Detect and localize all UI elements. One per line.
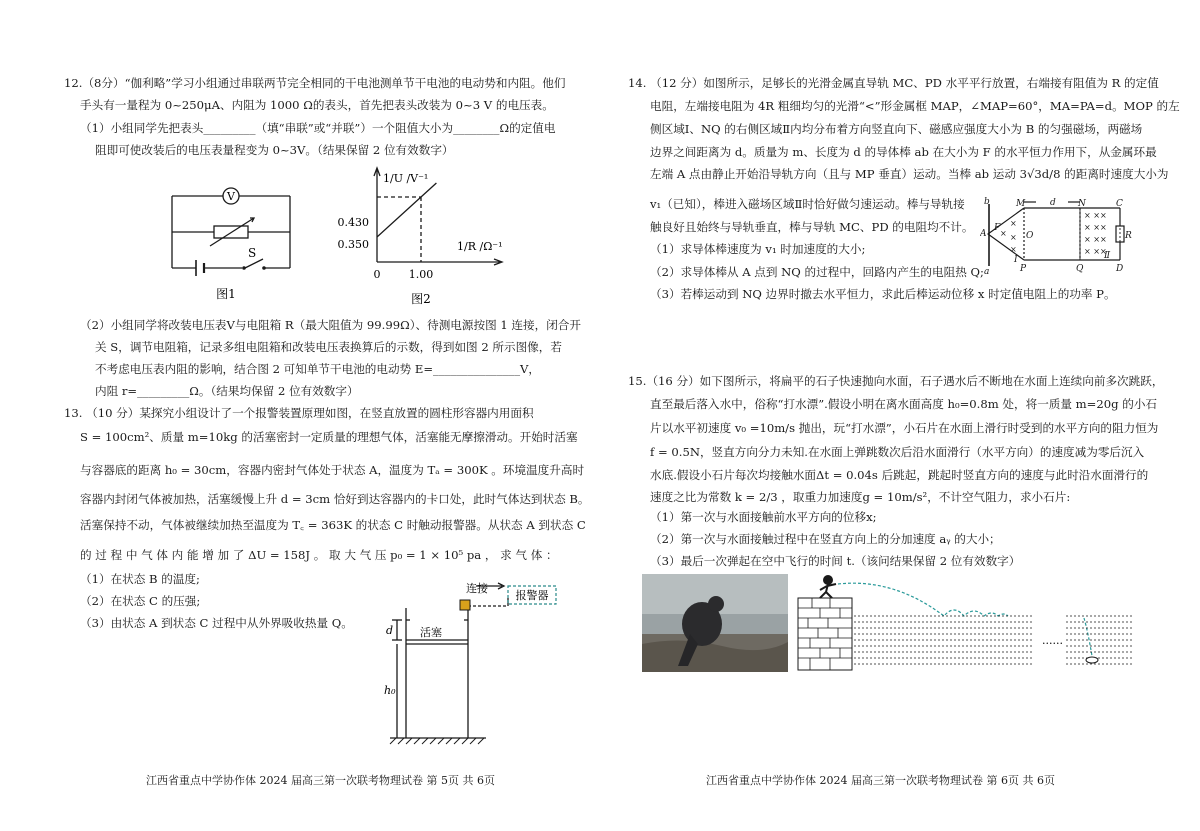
svg-text:×: ×	[1100, 211, 1107, 220]
label-b: b	[984, 197, 990, 207]
q14-line-1: 14. （12 分）如图所示，足够长的光滑金属直导轨 MC、PD 水平平行放置，右端接有阻值为 R 的定值	[628, 76, 1159, 90]
q14-line-7: 触良好且始终与导轨垂直，棒与导轨 MC、PD 的电阻均不计。	[650, 220, 974, 234]
q13-line-4: 容器内封闭气体被加热，活塞缓慢上升 d = 3cm 恰好到达容器内的卡口处，此时气体达到状态 B。	[80, 492, 590, 506]
y-axis-label: 1/U /V⁻¹	[383, 172, 429, 185]
q12-part2-line-3: 不考虑电压表内阻的影响，结合图 2 可知单节干电池的电动势 E=_______________V，	[95, 362, 540, 376]
svg-text:×: ×	[1100, 235, 1107, 244]
q13-line-2: S = 100cm²、质量 m=10kg 的活塞密封一定质量的理想气体，活塞能无摩擦滑动。开始时活塞	[80, 430, 578, 444]
svg-text:× ×: × ×	[1084, 223, 1100, 232]
right-footer: 江西省重点中学协作体 2024 届高三第一次联考物理试卷 第 6页 共 6页	[706, 774, 1055, 787]
q13-part-3: （3）由状态 A 到状态 C 过程中从外界吸收热量 Q。	[80, 616, 353, 630]
q12-part2-line-4: 内阻 r=_________Ω。（结果均保留 2 位有效数字）	[95, 384, 359, 398]
stickman-icon	[820, 576, 836, 598]
label-region-II: Ⅱ	[1104, 251, 1111, 261]
label-M: M	[1016, 199, 1026, 209]
q15-line-2: 直至最后落入水中，俗称“打水漂”.假设小明在离水面高度 h₀=0.8m 处，将一质量 m=20g 的小石	[650, 397, 1158, 411]
svg-text:×: ×	[1100, 223, 1107, 232]
d-label: d	[386, 624, 394, 637]
stone-icon	[1086, 657, 1098, 663]
connect-label: 连接	[466, 582, 488, 595]
q15-line-4: f = 0.5N，竖直方向分力未知.在水面上弹跳数次后沿水面滑行（水平方向）的速度减为零后沉入	[650, 445, 1145, 459]
q13-part-2: （2）在状态 C 的压强;	[80, 594, 201, 608]
q14-line-4: 边界之间距离为 d。质量为 m、长度为 d 的导体棒 ab 在大小为 F 的水平恒力作用下，从金属环最	[650, 145, 1157, 159]
switch-label: S	[248, 246, 257, 260]
q12-line-3: （1）小组同学先把表头_________（填“串联”或“并联”）一个阻值大小为________Ω的定值电	[80, 121, 556, 135]
label-R: R	[1125, 231, 1132, 241]
label-P: P	[1020, 264, 1027, 274]
stone-skipping-photo	[642, 574, 788, 672]
x-tick-100: 1.00	[408, 268, 434, 281]
graph-figure-2	[335, 160, 510, 312]
q14-line-6: v₁（已知），棒进入磁场区域Ⅱ时恰好做匀速运动。棒与导轨接	[650, 197, 965, 211]
svg-text:×: ×	[1010, 233, 1017, 242]
q15-line-3: 片以水平初速度 v₀ =10m/s 抛出，玩“打水漂”，小石片在水面上滑行时受到的水平方向的阻力恒为	[650, 421, 1159, 435]
q14-part-3: （3）若棒运动到 NQ 边界时撤去水平恒力，求此后棒运动位移 x 时定值电阻上的功率 P。	[650, 287, 1116, 301]
q13-line-1: 13. （10 分）某探究小组设计了一个报警装置原理如图，在竖直放置的圆柱形容器内用面积	[64, 406, 534, 420]
label-N: N	[1078, 199, 1086, 209]
alarm-switch-icon	[460, 600, 470, 610]
container-figure	[378, 578, 568, 746]
svg-text:×: ×	[1010, 245, 1017, 254]
rail-figure	[980, 196, 1132, 274]
y-tick-0430: 0.430	[337, 216, 369, 229]
skipping-diagram	[794, 572, 1144, 672]
q12-line-1: 12.（8分）“伽利略”学习小组通过串联两节完全相同的干电池测单节干电池的电动势和内阻。他们	[64, 76, 566, 90]
x-axis-label: 1/R /Ω⁻¹	[457, 240, 503, 253]
voltmeter-label: V	[227, 190, 235, 203]
label-F: F	[994, 223, 1001, 233]
q14-part-1: （1）求导体棒速度为 v₁ 时加速度的大小;	[650, 242, 866, 256]
fit-line	[377, 183, 436, 237]
h0-label: h₀	[384, 684, 396, 697]
figure-1-caption: 图1	[216, 287, 236, 301]
q14-part-2: （2）求导体棒从 A 点到 NQ 的过程中，回路内产生的电阻热 Q;	[650, 265, 984, 279]
q12-part2-line-2: 关 S，调节电阻箱，记录多组电阻箱和改装电压表换算后的示数，得到如图 2 所示图像，若	[95, 340, 562, 354]
label-C: C	[1116, 199, 1123, 209]
q13-part-1: （1）在状态 B 的温度;	[80, 572, 200, 586]
svg-text:× ×: × ×	[1084, 235, 1100, 244]
left-footer: 江西省重点中学协作体 2024 届高三第一次联考物理试卷 第 5页 共 6页	[146, 774, 495, 787]
q15-part-2: （2）第一次与水面接触过程中在竖直方向上的分加速度 aᵧ 的大小；	[650, 532, 1001, 546]
label-a: a	[984, 267, 990, 274]
label-O: O	[1026, 231, 1034, 241]
piston-label: 活塞	[420, 626, 442, 639]
q15-line-5: 水底.假设小石片每次均接触水面Δt = 0.04s 后跳起，跳起时竖直方向的速度与此时沿水面滑行的	[650, 468, 1149, 482]
q12-part2-line-1: （2）小组同学将改装电压表V与电阻箱 R（最大阻值为 99.99Ω）、待测电源按图 1 连接，闭合开	[80, 318, 581, 332]
q15-part-3: （3）最后一次弹起在空中飞行的时间 t.（该问结果保留 2 位有效数字）	[650, 554, 1021, 568]
q13-line-5: 活塞保持不动，气体被继续加热至温度为 T꜀ = 363K 的状态 C 时触动报警器。从状态 A 到状态 C	[80, 518, 586, 532]
svg-text:×: ×	[1000, 229, 1007, 238]
label-Q: Q	[1076, 264, 1084, 274]
q14-line-2: 电阻，左端接电阻为 4R 粗细均匀的光滑“<”形金属框 MAP，∠MAP=60°，MA=PA=d。MOP 的左	[650, 99, 1180, 113]
x-tick-origin: 0	[373, 268, 381, 281]
y-tick-0350: 0.350	[337, 238, 369, 251]
svg-text:× ×: × ×	[1084, 211, 1100, 220]
q13-line-6: 的 过 程 中 气 体 内 能 增 加 了 ΔU = 158J 。 取 大 气 压 p₀ = 1 × 10⁵ pa ， 求 气 体 ：	[80, 548, 558, 562]
trajectory-path	[838, 583, 1008, 616]
q14-line-3: 侧区域Ⅰ、NQ 的右侧区域Ⅱ内均分布着方向竖直向下、磁感应强度大小为 B 的匀强磁场，两磁场	[650, 122, 1143, 136]
svg-text:×: ×	[1100, 247, 1107, 256]
q15-line-1: 15.（16 分）如下图所示，将扁平的石子快速抛向水面，石子遇水后不断地在水面上连续向前多次跳跃，	[628, 374, 1164, 388]
q14-line-5: 左端 A 点由静止开始沿导轨方向（且与 MP 垂直）运动。当棒 ab 运动 3√3d/8 的距离时速度大小为	[650, 167, 1169, 181]
q15-line-6: 速度之比为常数 k = 2/3 ，取重力加速度g = 10m/s²，不计空气阻力，求小石片:	[650, 490, 1071, 504]
q12-line-2: 手头有一量程为 0~250μA、内阻为 1000 Ω的表头，首先把表头改装为 0~3 V 的电压表。	[80, 98, 554, 112]
q12-line-4: 阻即可使改装后的电压表量程变为 0~3V。（结果保留 2 位有效数字）	[95, 143, 454, 157]
svg-text:× ×: × ×	[1084, 247, 1100, 256]
label-region-I: Ⅰ	[1014, 255, 1018, 265]
figure-2-caption: 图2	[411, 292, 431, 306]
label-d: d	[1050, 198, 1056, 208]
q15-part-1: （1）第一次与水面接触前水平方向的位移x;	[650, 510, 877, 524]
ellipsis-dots: ......	[1042, 634, 1063, 647]
svg-text:×: ×	[1010, 219, 1017, 228]
circuit-figure-1	[166, 172, 296, 312]
label-A: A	[980, 229, 987, 239]
q13-line-3: 与容器底的距离 h₀ = 30cm，容器内密封气体处于状态 A，温度为 Tₐ = 300K 。环境温度升高时	[80, 463, 585, 477]
alarm-label: 报警器	[515, 589, 549, 602]
label-D: D	[1116, 264, 1124, 274]
